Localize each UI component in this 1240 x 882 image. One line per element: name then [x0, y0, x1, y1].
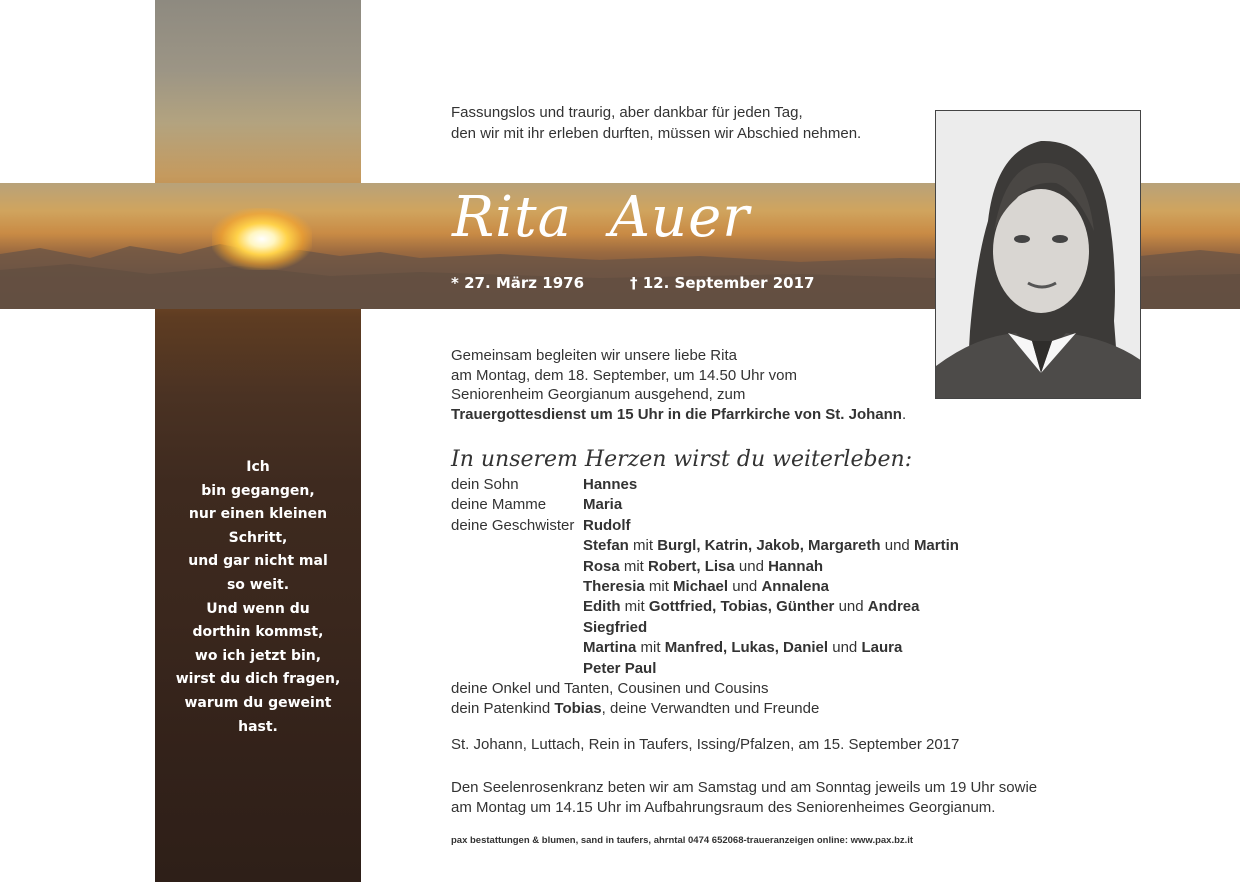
poem	[155, 456, 361, 739]
poem-line: nur einen kleinen	[188, 506, 328, 523]
mourner-family: Martina mit Manfred, Lukas, Daniel und Laura	[583, 639, 903, 657]
mourner-name: Rudolf	[583, 516, 631, 534]
rosary-line: am Montag um 14.15 Uhr im Aufbahrungsraum des Seniorenheimes Georgianum.	[451, 799, 996, 816]
intro-line: den wir mit ihr erleben durften, müssen wir Abschied nehmen.	[451, 125, 862, 142]
poem-line: dorthin kommst,	[192, 624, 324, 641]
death-date: † 12. September 2017	[630, 274, 815, 292]
mourners-heading: In unserem Herzen wirst du weiterleben:	[451, 447, 913, 472]
rosary-info	[451, 778, 1037, 818]
service-line: Gemeinsam begleiten wir unsere liebe Rita	[451, 347, 737, 364]
intro-line: Fassungslos und traurig, aber dankbar für jeden Tag,	[451, 104, 803, 121]
poem-line: warum du geweint	[184, 694, 332, 711]
mourner-name: Siegfried	[583, 618, 648, 636]
poem-line: Schritt,	[228, 529, 288, 546]
rosary-line: Den Seelenrosenkranz beten wir am Samstag und am Sonntag jeweils um 19 Uhr sowie	[451, 779, 1038, 796]
service-info	[451, 346, 906, 424]
mourner-family: Theresia mit Michael und Annalena	[583, 577, 829, 595]
mourner-name: Peter Paul	[583, 659, 657, 677]
service-line	[451, 405, 906, 425]
sun-glow	[212, 208, 312, 270]
relation: deine Geschwister	[451, 516, 575, 534]
cross-vertical-beam	[155, 0, 361, 882]
poem-line: Ich	[246, 459, 270, 475]
relation: deine Onkel und Tanten, Cousinen und Cousins	[451, 679, 769, 697]
place-date: St. Johann, Luttach, Rein in Taufers, Issing/Pfalzen, am 15. September 2017	[451, 736, 960, 753]
relation: dein Patenkind Tobias, deine Verwandten und Freunde	[451, 700, 820, 718]
deceased-name: Rita Auer	[452, 185, 750, 250]
relation: deine Mamme	[451, 496, 547, 514]
portrait-photo	[935, 110, 1141, 399]
service-period: .	[901, 405, 907, 423]
mourner-name: Hannes	[583, 476, 638, 493]
service-line: am Montag, dem 18. September, um 14.50 Uhr vom	[451, 366, 798, 384]
mourner-family: Rosa mit Robert, Lisa und Hannah	[583, 557, 824, 575]
intro-text	[451, 102, 861, 144]
footer-imprint: pax bestattungen & blumen, sand in taufers, ahrntal 0474 652068-traueranzeigen online: www.pax.bz.it	[451, 835, 914, 846]
relation: dein Sohn	[451, 476, 519, 493]
poem-line: und gar nicht mal	[188, 553, 328, 570]
service-highlight: Trauergottesdienst um 15 Uhr in die Pfarrkirche von St. Johann	[451, 405, 902, 423]
poem-line: hast.	[238, 718, 278, 735]
birth-date: * 27. März 1976	[451, 274, 585, 292]
poem-line: so weit.	[226, 576, 290, 593]
poem-line: wo ich jetzt bin,	[194, 647, 322, 664]
service-line: Seniorenheim Georgianum ausgehend, zum	[451, 386, 746, 403]
poem-line: wirst du dich fragen,	[175, 671, 341, 688]
poem-line: bin gegangen,	[201, 482, 315, 499]
life-dates	[451, 274, 815, 292]
mourner-name: Maria	[583, 496, 623, 514]
mourner-family: Edith mit Gottfried, Tobias, Günther und Andrea	[583, 598, 920, 616]
poem-line: Und wenn du	[206, 600, 310, 617]
mourner-family: Stefan mit Burgl, Katrin, Jakob, Margareth und Martin	[583, 537, 959, 555]
